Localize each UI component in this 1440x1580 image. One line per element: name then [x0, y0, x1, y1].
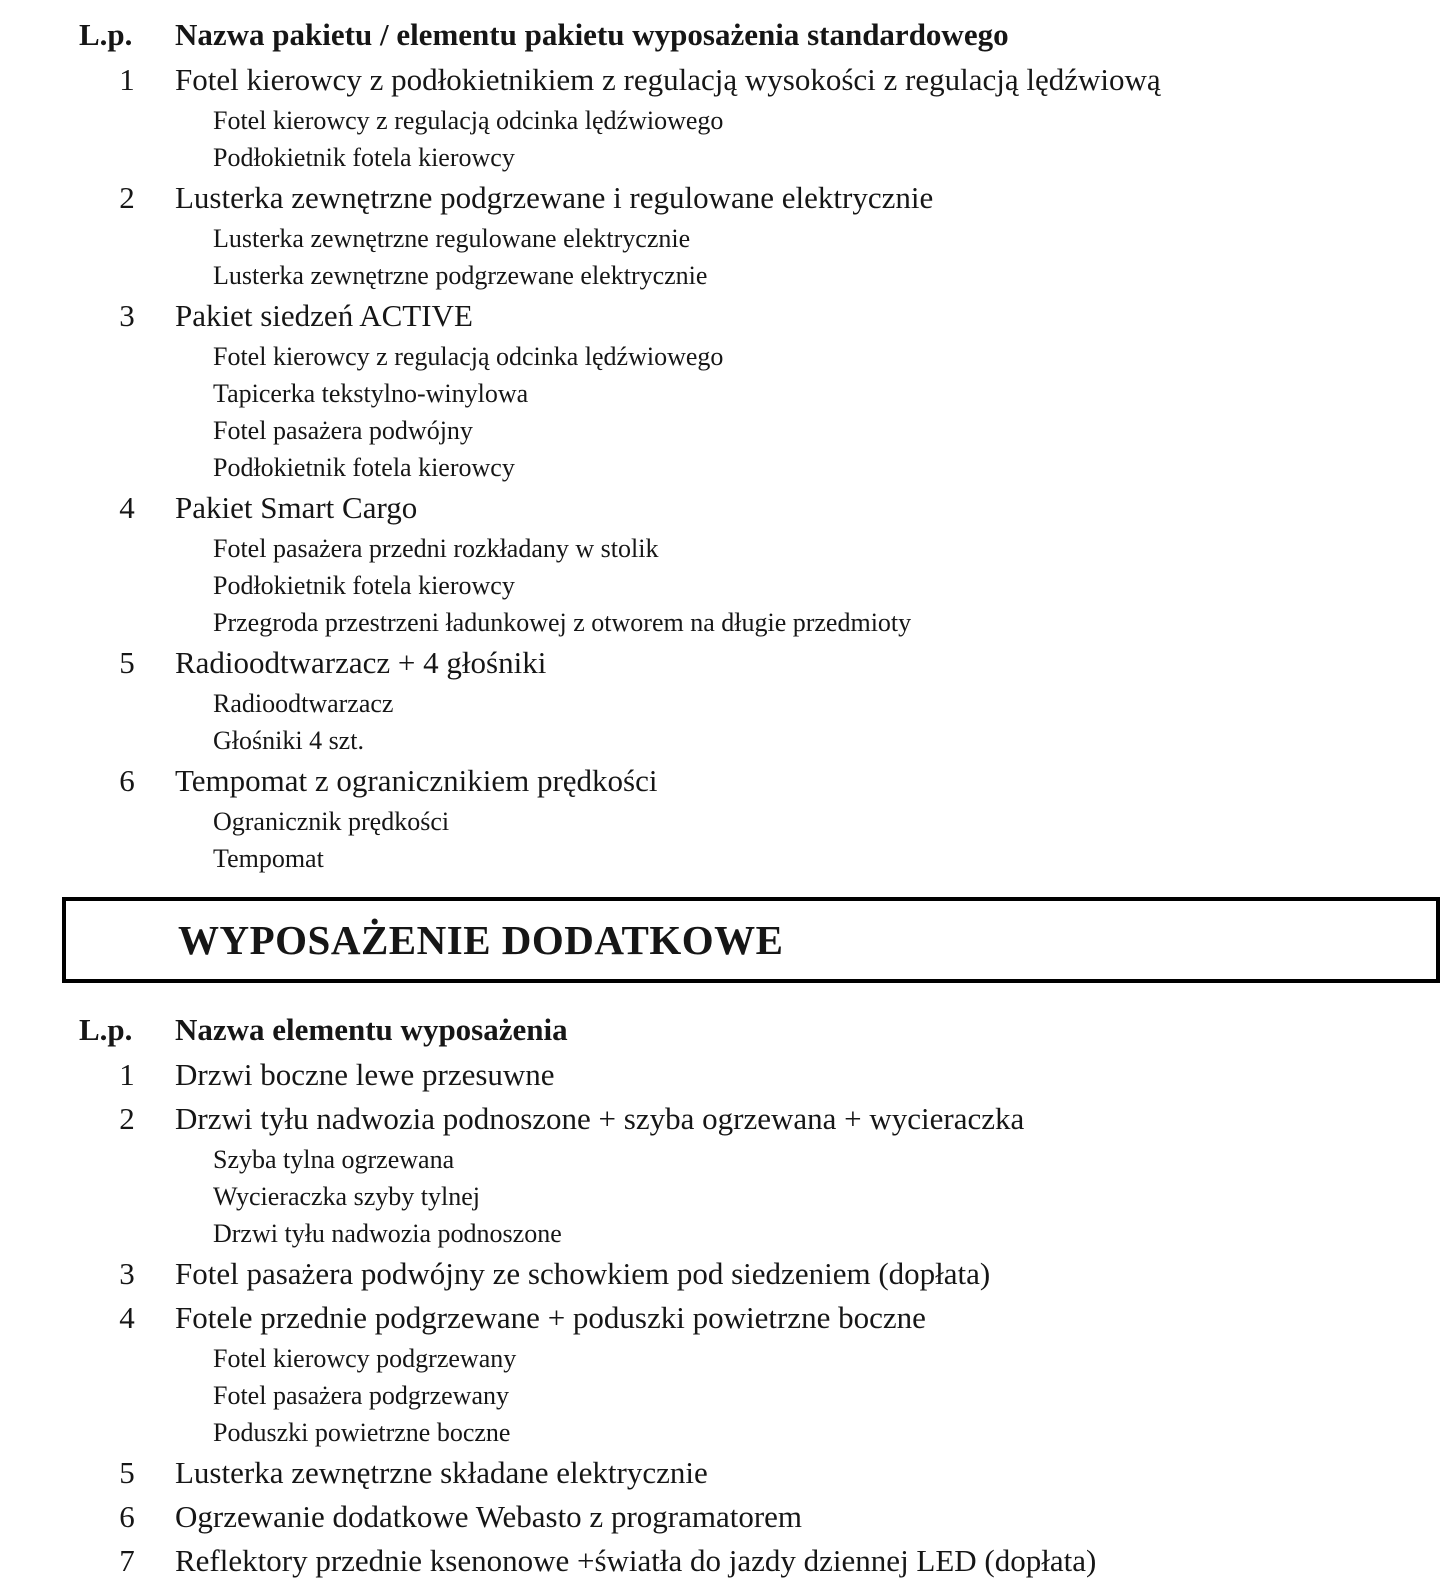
item-row [0, 1296, 1440, 1340]
item-number: 6 [119, 1499, 135, 1534]
item-number: 1 [119, 62, 135, 97]
item-title: Radioodtwarzacz + 4 głośniki [175, 645, 547, 680]
item-title: Fotel pasażera podwójny ze schowkiem pod siedzeniem (dopłata) [175, 1256, 991, 1291]
banner-title: WYPOSAŻENIE DODATKOWE [178, 917, 784, 963]
column-header-lp: L.p. [79, 1012, 133, 1047]
item-row [0, 486, 1440, 530]
item-row [0, 1053, 1440, 1097]
sub-item: Fotel kierowcy podgrzewany [213, 1344, 517, 1373]
item-row [0, 58, 1440, 102]
item-row [0, 1451, 1440, 1495]
item-title: Lusterka zewnętrzne podgrzewane i regulowane elektrycznie [175, 180, 934, 215]
item-number: 3 [119, 1256, 135, 1291]
sub-item: Głośniki 4 szt. [213, 726, 364, 755]
item-title: Pakiet siedzeń ACTIVE [175, 298, 473, 333]
item-row [0, 1252, 1440, 1296]
standard-items-container [0, 58, 1440, 877]
item-title: Lusterka zewnętrzne składane elektrycznie [175, 1455, 708, 1490]
item-number: 2 [119, 180, 135, 215]
item-title: Tempomat z ogranicznikiem prędkości [175, 763, 658, 798]
item-title: Reflektory przednie ksenonowe +światła do jazdy dziennej LED (dopłata) [175, 1543, 1097, 1578]
item-row [0, 1097, 1440, 1141]
additional-section-header [0, 1007, 1440, 1053]
item-number: 5 [119, 645, 135, 680]
item-number: 5 [119, 1455, 135, 1490]
sub-item: Poduszki powietrzne boczne [213, 1418, 511, 1447]
sub-item: Tapicerka tekstylno-winylowa [213, 379, 529, 408]
sub-item: Lusterka zewnętrzne regulowane elektrycznie [213, 224, 691, 253]
item-title: Drzwi boczne lewe przesuwne [175, 1057, 555, 1092]
sub-item: Ogranicznik prędkości [213, 807, 450, 836]
standard-section-header [0, 12, 1440, 58]
additional-items-container [0, 1053, 1440, 1580]
sub-item: Fotel pasażera przedni rozkładany w stolik [213, 534, 659, 563]
sub-item: Przegroda przestrzeni ładunkowej z otworem na długie przedmioty [213, 608, 912, 637]
item-title: Fotel kierowcy z podłokietnikiem z regulacją wysokości z regulacją lędźwiową [175, 62, 1161, 97]
column-header-name: Nazwa pakietu / elementu pakietu wyposażenia standardowego [175, 17, 1009, 52]
item-row [0, 759, 1440, 803]
sub-item: Fotel kierowcy z regulacją odcinka lędźwiowego [213, 342, 724, 371]
item-row [0, 1539, 1440, 1580]
column-header-lp: L.p. [79, 17, 133, 52]
sub-item: Wycieraczka szyby tylnej [213, 1182, 480, 1211]
sub-item: Lusterka zewnętrzne podgrzewane elektrycznie [213, 261, 708, 290]
item-number: 7 [119, 1543, 135, 1578]
sub-item: Fotel pasażera podgrzewany [213, 1381, 509, 1410]
item-title: Drzwi tyłu nadwozia podnoszone + szyba ogrzewana + wycieraczka [175, 1101, 1025, 1136]
item-row [0, 176, 1440, 220]
item-number: 1 [119, 1057, 135, 1092]
item-number: 6 [119, 763, 135, 798]
sub-item: Fotel kierowcy z regulacją odcinka lędźwiowego [213, 106, 724, 135]
additional-equipment-banner [62, 897, 1440, 983]
item-number: 3 [119, 298, 135, 333]
sub-item: Podłokietnik fotela kierowcy [213, 453, 515, 482]
item-number: 4 [119, 1300, 135, 1335]
sub-item: Radioodtwarzacz [213, 689, 394, 718]
sub-item: Drzwi tyłu nadwozia podnoszone [213, 1219, 562, 1248]
sub-item: Podłokietnik fotela kierowcy [213, 571, 515, 600]
item-number: 2 [119, 1101, 135, 1136]
additional-equipment-section [0, 1007, 1440, 1580]
sub-item: Tempomat [213, 844, 324, 873]
item-title: Fotele przednie podgrzewane + poduszki powietrzne boczne [175, 1300, 926, 1335]
sub-item: Fotel pasażera podwójny [213, 416, 473, 445]
item-row [0, 641, 1440, 685]
sub-item: Podłokietnik fotela kierowcy [213, 143, 515, 172]
column-header-name: Nazwa elementu wyposażenia [175, 1012, 568, 1047]
item-row [0, 1495, 1440, 1539]
sub-item: Szyba tylna ogrzewana [213, 1145, 455, 1174]
item-number: 4 [119, 490, 135, 525]
standard-equipment-section [0, 12, 1440, 877]
item-row [0, 294, 1440, 338]
item-title: Pakiet Smart Cargo [175, 490, 418, 525]
item-title: Ogrzewanie dodatkowe Webasto z programatorem [175, 1499, 803, 1534]
